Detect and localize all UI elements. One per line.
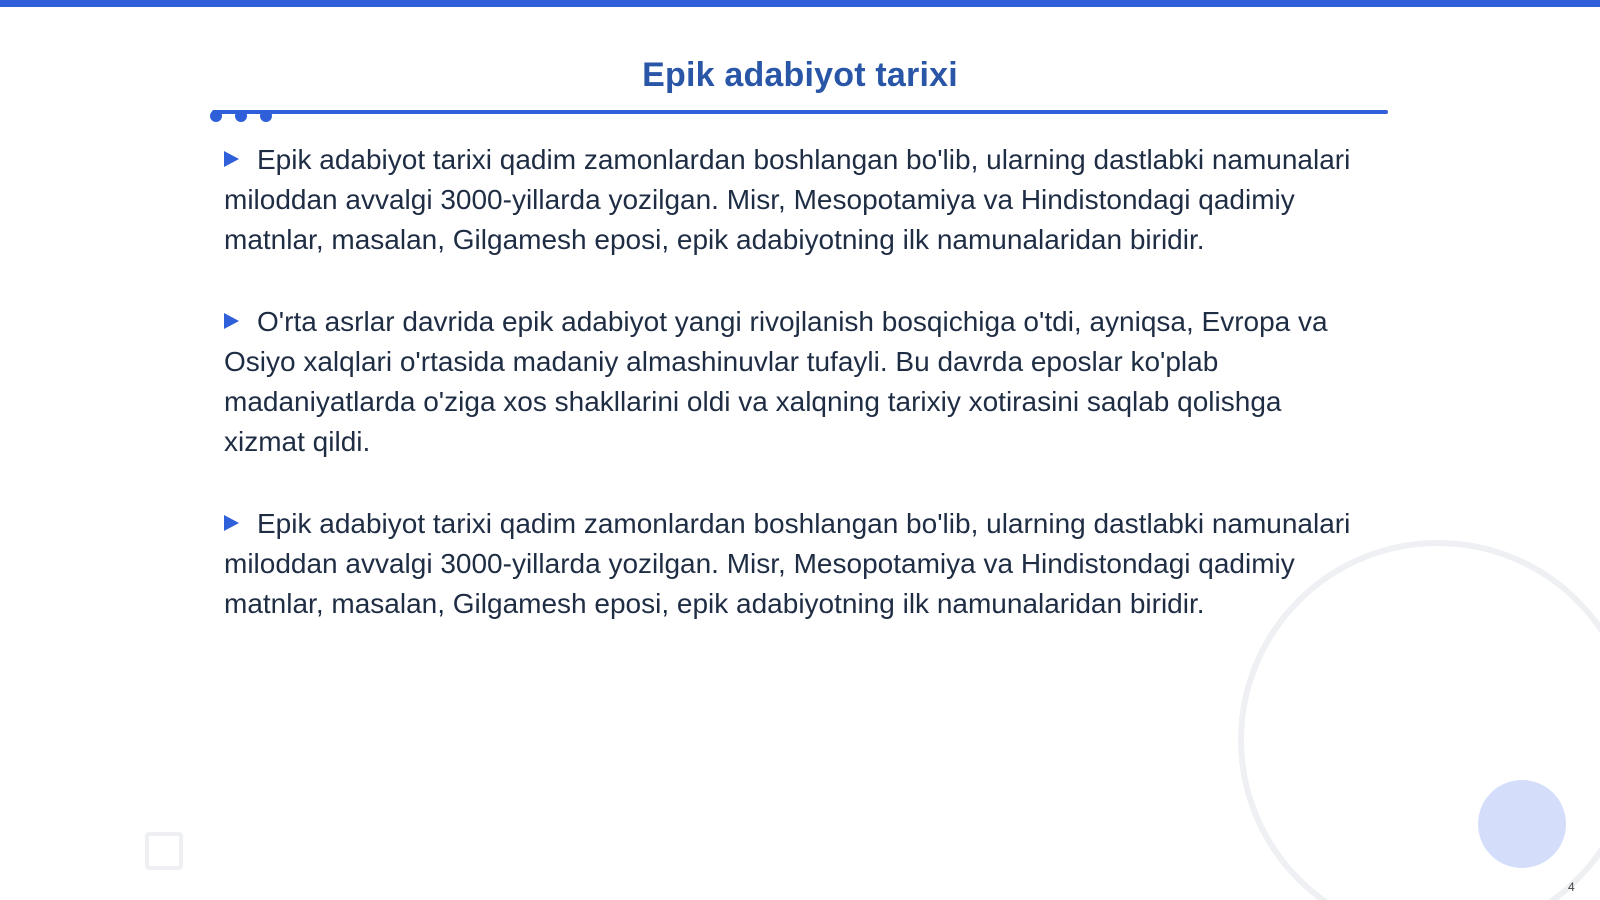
page-number: 4 [1568, 880, 1575, 894]
decorative-circle-filled [1478, 780, 1566, 868]
bullet-paragraph-2 [224, 302, 1369, 462]
slide-title: Epik adabiyot tarixi [642, 56, 958, 94]
triangle-right-icon [224, 313, 239, 329]
top-accent-bar [0, 0, 1600, 7]
decorative-dots [210, 110, 280, 124]
dot-icon [210, 110, 222, 122]
bullet-paragraph-1 [224, 140, 1369, 260]
decorative-square [145, 832, 183, 870]
paragraph-text: Epik adabiyot tarixi qadim zamonlardan boshlangan bo'lib, ularning dastlabki namunalari miloddan avvalgi 3000-yillarda yozilgan. Misr, Mesopotamiya va Hindistondagi qadimiy matnlar, masalan, Gilgamesh eposi, epik adabiyotning ilk namunalaridan biridir. [224, 144, 1351, 255]
paragraph-text: O'rta asrlar davrida epik adabiyot yangi rivojlanish bosqichiga o'tdi, ayniqsa, Evropa va Osiyo xalqlari o'rtasida madaniy almashinuvlar tufayli. Bu davrda eposlar ko'plab madaniyatlarda o'ziga xos shakllarini oldi va xalqning tarixiy xotirasini saqlab qolishga xizmat qildi. [224, 306, 1328, 457]
title-underline [212, 110, 1388, 114]
bullet-paragraph-3 [224, 504, 1369, 624]
dot-icon [260, 110, 272, 122]
dot-icon [235, 110, 247, 122]
triangle-right-icon [224, 515, 239, 531]
bullet-list [224, 140, 1369, 666]
triangle-right-icon [224, 151, 239, 167]
paragraph-text: Epik adabiyot tarixi qadim zamonlardan boshlangan bo'lib, ularning dastlabki namunalari miloddan avvalgi 3000-yillarda yozilgan. Misr, Mesopotamiya va Hindistondagi qadimiy matnlar, masalan, Gilgamesh eposi, epik adabiyotning ilk namunalaridan biridir. [224, 508, 1351, 619]
